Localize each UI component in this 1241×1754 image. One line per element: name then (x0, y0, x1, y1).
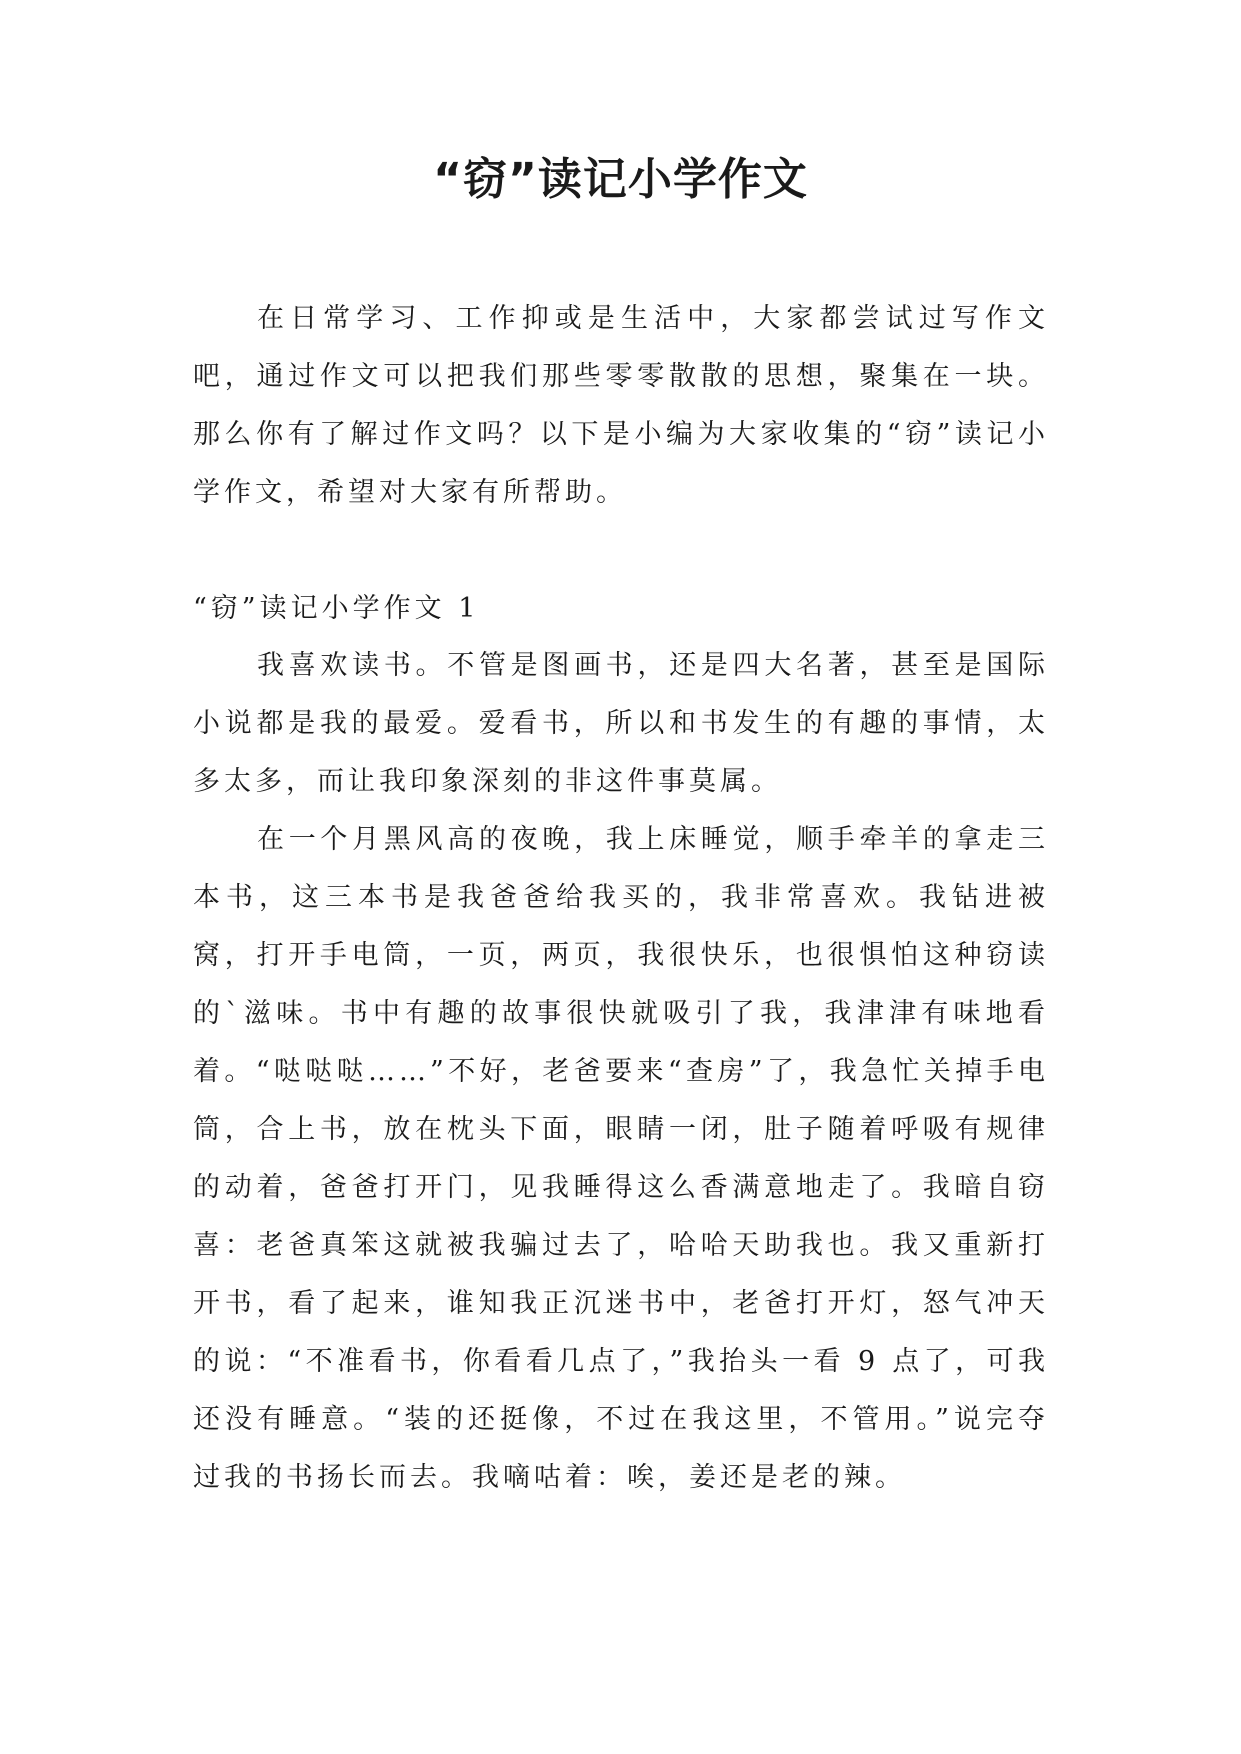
body-paragraph: 我喜欢读书。不管是图画书，还是四大名著，甚至是国际小说都是我的最爱。爱看书，所以和书发生的有趣的事情，太多太多，而让我印象深刻的非这件事莫属。 (193, 650, 1049, 797)
body-paragraph: 在一个月黑风高的夜晚，我上床睡觉，顺手牵羊的拿走三本书，这三本书是我爸爸给我买的，我非常喜欢。我钻进被窝，打开手电筒，一页，两页，我很快乐，也很惧怕这种窃读的`滋味。书中有趣的故事很快就吸引了我，我津津有味地看着。“哒哒哒……”不好，老爸要来“查房”了，我急忙关掉手电筒，合上书，放在枕头下面，眼睛一闭，肚子随着呼吸有规律的动着，爸爸打开门，见我睡得这么香满意地走了。我暗自窃喜：老爸真笨这就被我骗过去了，哈哈天助我也。我又重新打开书，看了起来，谁知我正沉迷书中，老爸打开灯，怒气冲天的说：“不准看书，你看看几点了，”我抬头一看 9 点了，可我还没有睡意。“装的还挺像，不过在我这里，不管用。”说完夺过我的书扬长而去。我嘀咕着：唉，姜还是老的辣。 (193, 824, 1049, 1493)
intro-paragraph: 在日常学习、工作抑或是生活中，大家都尝试过写作文吧，通过作文可以把我们那些零零散散的思想，聚集在一块。那么你有了解过作文吗？以下是小编为大家收集的“窃”读记小学作文，希望对大家有所帮助。 (193, 303, 1049, 508)
document-title: “窃”读记小学作文 (433, 154, 808, 205)
section-heading: “窃”读记小学作文 1 (193, 593, 480, 624)
